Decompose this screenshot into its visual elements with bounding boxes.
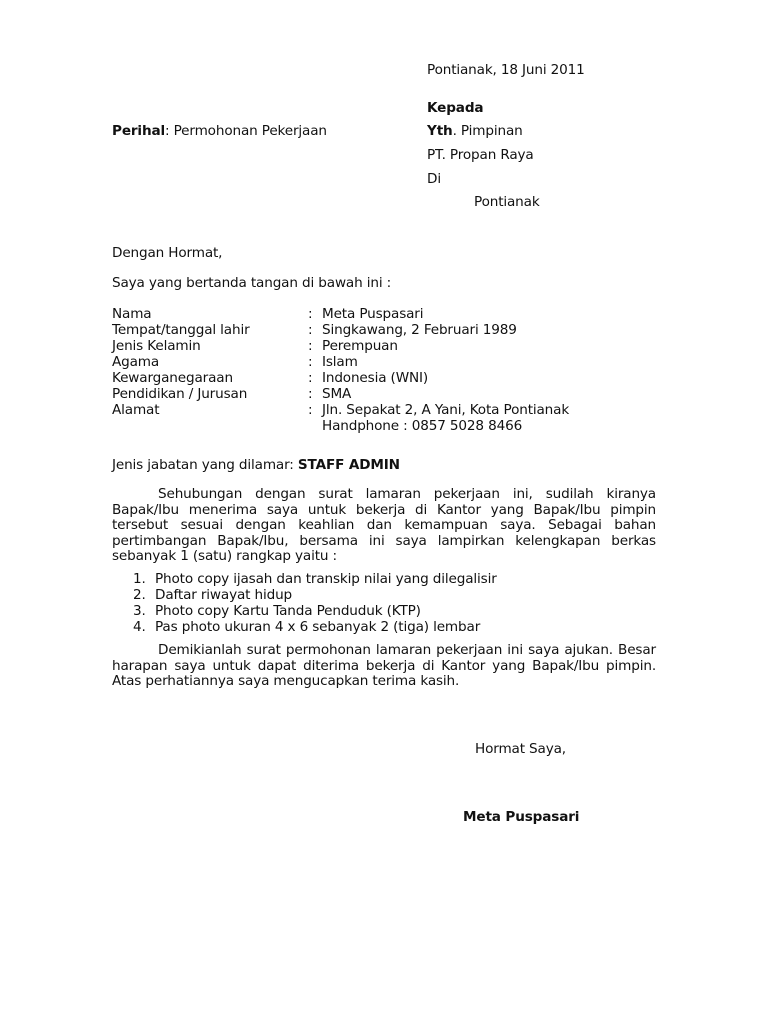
recipient-company: PT. Propan Raya — [427, 147, 534, 163]
attachment-item — [133, 587, 292, 603]
identity-label: Alamat — [112, 402, 160, 418]
attachment-text: Photo copy ijasah dan transkip nilai yang dilegalisir — [155, 571, 497, 587]
identity-value: Jln. Sepakat 2, A Yani, Kota Pontianak — [322, 402, 570, 418]
closing-paragraph — [112, 643, 656, 690]
body-paragraph-text: Sehubungan dengan surat lamaran pekerjaan ini, sudilah kiranya Bapak/Ibu menerima saya untuk bekerja di Kantor yang Bapak/Ibu pimpin tersebut sesuai dengan keahlian dan kemampuan saya. Sebagai bahan pertimbangan Bapak/Ibu, bersama ini saya lampirkan kelengkapan berkas sebanyak 1 (satu) rangkap yaitu : — [112, 486, 656, 565]
identity-colon: : — [308, 402, 313, 418]
identity-value: Perempuan — [322, 338, 398, 354]
attachment-item — [133, 571, 497, 587]
recipient-di: Di — [427, 171, 441, 187]
identity-colon: : — [308, 322, 313, 338]
attachment-text: Daftar riwayat hidup — [155, 587, 293, 603]
recipient-city: Pontianak — [474, 194, 540, 210]
attachment-text: Photo copy Kartu Tanda Penduduk (KTP) — [155, 603, 421, 619]
identity-colon: : — [308, 354, 313, 370]
attachment-item — [133, 603, 421, 619]
identity-value: Islam — [322, 354, 358, 370]
identity-colon: : — [308, 386, 313, 402]
attachment-number: 1. — [133, 571, 146, 587]
identity-value: SMA — [322, 386, 352, 402]
yth-label: Yth — [427, 123, 453, 139]
identity-value: Indonesia (WNI) — [322, 370, 429, 386]
position-line — [112, 457, 400, 473]
yth-rest: . Pimpinan — [452, 123, 523, 139]
identity-handphone: Handphone : 0857 5028 8466 — [322, 418, 523, 434]
identity-value: Meta Puspasari — [322, 306, 424, 322]
attachment-number: 4. — [133, 619, 146, 635]
identity-colon: : — [308, 306, 313, 322]
attachment-item — [133, 619, 480, 635]
identity-label: Tempat/tanggal lahir — [112, 322, 250, 338]
sign-off: Hormat Saya, — [475, 741, 566, 757]
identity-label: Nama — [112, 306, 152, 322]
position-value: STAFF ADMIN — [297, 457, 400, 473]
intro-text: Saya yang bertanda tangan di bawah ini : — [112, 275, 392, 291]
subject-text: : Permohonan Pekerjaan — [165, 123, 327, 139]
subject-label: Perihal — [112, 123, 166, 139]
greeting: Dengan Hormat, — [112, 245, 223, 261]
identity-colon: : — [308, 370, 313, 386]
body-paragraph — [112, 487, 656, 565]
identity-label: Pendidikan / Jurusan — [112, 386, 248, 402]
subject-line — [112, 123, 327, 139]
identity-label: Agama — [112, 354, 160, 370]
recipient-heading: Kepada — [427, 100, 484, 116]
identity-label: Jenis Kelamin — [112, 338, 201, 354]
identity-value: Singkawang, 2 Februari 1989 — [322, 322, 517, 338]
identity-label: Kewarganegaraan — [112, 370, 233, 386]
attachment-number: 3. — [133, 603, 146, 619]
attachment-number: 2. — [133, 587, 146, 603]
letter-date: Pontianak, 18 Juni 2011 — [427, 62, 585, 78]
recipient-yth — [427, 123, 523, 139]
position-label: Jenis jabatan yang dilamar: — [112, 457, 298, 473]
closing-paragraph-text: Demikianlah surat permohonan lamaran pekerjaan ini saya ajukan. Besar harapan saya untuk dapat diterima bekerja di Kantor yang Bapak/Ibu pimpin. Atas perhatiannya saya mengucapkan terima kasih. — [112, 642, 656, 690]
signer-name: Meta Puspasari — [463, 809, 580, 825]
attachment-text: Pas photo ukuran 4 x 6 sebanyak 2 (tiga) lembar — [155, 619, 481, 635]
identity-colon: : — [308, 338, 313, 354]
